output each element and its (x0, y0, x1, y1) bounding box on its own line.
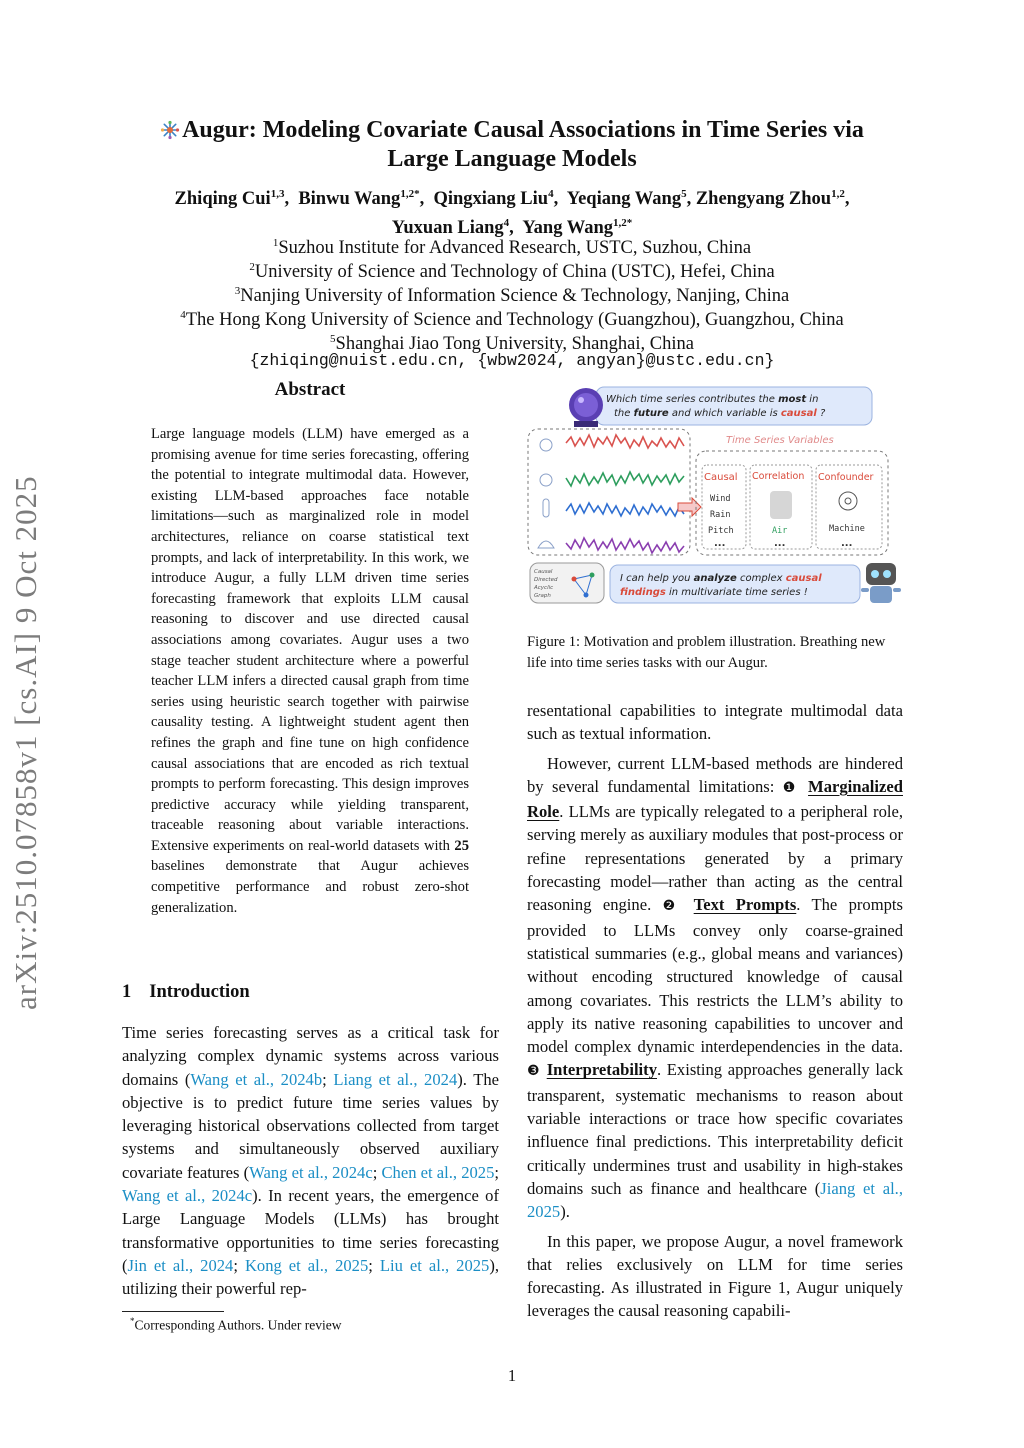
title-line-2: Large Language Models (387, 146, 637, 172)
svg-text:Which time series contributes: Which time series contributes the most in (606, 394, 819, 405)
svg-text:Rain: Rain (710, 510, 731, 520)
svg-text:Directed: Directed (534, 577, 558, 583)
paragraph: resentational capabilities to integrate multimodal data such as textual information. (527, 701, 903, 744)
right-column-text (527, 699, 903, 1323)
citation-link[interactable]: Wang et al., 2024c (249, 1162, 373, 1182)
series-line-purple (566, 538, 684, 553)
svg-text:Causal: Causal (534, 569, 553, 575)
svg-text:...: ... (714, 538, 726, 549)
abstract-body: Large language models (LLM) have emerged as a promising avenue for time series forecasting, offering the potential to integrate multimodal data. However, existing LLM-based approaches face notable limitations—such as marginalized role in model architectures, reliance on coarse statistical text prompts, and lack of interpretability. In this work, we introduce Augur, a fully LLM driven time series forecasting framework that exploits LLM causal reasoning to discover and use directed causal associations among covariates. Augur uses a two stage teacher student architecture where a powerful teacher LLM infers a directed causal graph from time series using heuristic search together with pairwise causality testing. A lightweight student agent then refines the graph and fine tune on high confidence causal associations that are encoded as rich textual prompts to perform forecasting. This design improves predictive accuracy while yielding transparent, traceable reasoning about variable interactions. Extensive experiments on real-world datasets with 25 baselines demonstrate that Augur achieves competitive performance and robust zero-shot generalization. (151, 426, 469, 916)
svg-text:findings in multivariate time: findings in multivariate time series ! (620, 587, 808, 598)
svg-text:Causal: Causal (704, 472, 738, 483)
paragraph: In this paper, we propose Augur, a novel framework that relies exclusively on LLM for time series forecasting. As illustrated in Figure 1, Augur uniquely leverages the causal reasoning capabili- (527, 1231, 903, 1321)
svg-text:Machine: Machine (829, 524, 865, 534)
footnote: *Corresponding Authors. Under review (130, 1316, 342, 1333)
affiliation: $^3$Nanjing University of Information Science & Technology, Nanjing, China (234, 285, 790, 307)
svg-text:I can help you analyze complex: I can help you analyze complex causal (620, 573, 822, 584)
author: Yuxuan Liang$^4$, (391, 217, 514, 239)
section-heading: 1 Introduction (122, 982, 250, 1002)
author-emails: {zhiqing@nuist.edu.cn, {wbw2024, angyan}@ustc.edu.cn} (249, 351, 775, 370)
page-number: 1 (507, 1366, 517, 1385)
citation-link[interactable]: Wang et al., 2024c (122, 1186, 253, 1206)
svg-text:the future and which variable: the future and which variable is causal ? (614, 408, 826, 419)
series-line-red (566, 435, 684, 448)
affiliation: $^2$University of Science and Technology of China (USTC), Hefei, China (249, 261, 775, 283)
abstract-heading: Abstract (274, 379, 346, 400)
svg-text:Wind: Wind (710, 494, 731, 504)
citation-link[interactable]: Kong et al., 2025 (244, 1255, 369, 1275)
affiliation: $^4$The Hong Kong University of Science and Technology (Guangzhou), Guangzhou, China (180, 309, 844, 331)
arrow-icon (678, 498, 701, 516)
air-icon (770, 491, 792, 519)
question-bubble (569, 387, 872, 427)
author: Qingxiang Liu$^4$, (433, 188, 559, 210)
affiliation: $^5$Shanghai Jiao Tong University, Shanghai, China (330, 333, 694, 355)
svg-text:Pitch: Pitch (708, 526, 734, 536)
augur-logo-icon (160, 120, 180, 140)
gear-icon (839, 492, 857, 510)
svg-text:Acyclic: Acyclic (534, 585, 554, 591)
citation-link[interactable]: Wang et al., 2024b (190, 1069, 323, 1089)
svg-text:...: ... (774, 538, 786, 549)
affiliation: $^1$Suzhou Institute for Advanced Research, USTC, Suzhou, China (272, 237, 752, 259)
robot-icon (861, 563, 901, 603)
citation-link[interactable]: Jin et al., 2024 (127, 1255, 234, 1275)
citation-link[interactable]: Liu et al., 2025 (379, 1255, 490, 1275)
paper-title (120, 116, 904, 174)
limitations-paragraph: However, current LLM-based methods are hindered by several fundamental limitations: ❶ Marginalized Role. LLMs are typically relegated to a peripheral role, serving merely as auxiliary modules that post-process or refine representations generated by a primary forecasting model—rather than acting as the central reasoning engine. ❷ Text Prompts. The prompts provided to LLMs convey only coarse-grained statistical summaries (e.g., global means and variances) without encoding structured knowledge of causal among covariates. This restricts the LLM’s ability to apply its native reasoning capabilities to uncover and model complex dynamic interdependencies in the data. ❸ Interpretability. Existing approaches generally lack transparent, systematic mechanisms to reason about variable interactions or trace how specific covariates influence final predictions. This interpretability deficit critically undermines trust and usability in high-stakes domains such as finance and healthcare (Jiang et al., 2025). (527, 753, 903, 1222)
title-line-1: Augur: Modeling Covariate Causal Associations in Time Series via (182, 117, 864, 143)
author: Yeqiang Wang$^5$, (566, 188, 692, 210)
citation-link[interactable]: Chen et al., 2025 (381, 1162, 495, 1182)
weather-icon (538, 439, 554, 548)
series-line-green (566, 472, 684, 486)
author: Zhiqing Cui$^{1,3}$, (174, 188, 290, 210)
causal-graph-icon (530, 563, 604, 603)
svg-text:Air: Air (772, 526, 788, 536)
svg-text:Correlation: Correlation (752, 471, 805, 482)
series-line-blue (566, 503, 684, 516)
author: Zhengyang Zhou$^{1,2}$, (695, 188, 850, 210)
svg-text:...: ... (841, 538, 853, 549)
author: Yang Wang$^{1,2*}$ (522, 217, 633, 239)
arxiv-stamp: arXiv:2510.07858v1 [cs.AI] 9 Oct 2025 (8, 475, 43, 1010)
svg-text:Graph: Graph (534, 593, 551, 599)
footnote-rule (122, 1311, 224, 1312)
citation-link[interactable]: Liang et al., 2024 (333, 1069, 458, 1089)
figure-1 (526, 383, 906, 608)
figure-caption: Figure 1: Motivation and problem illustration. Breathing new life into time series tasks with our Augur. (527, 634, 886, 671)
svg-text:Confounder: Confounder (818, 472, 874, 483)
intro-paragraph: Time series forecasting serves as a critical task for analyzing complex dynamic systems across various domains (Wang et al., 2024b; Liang et al., 2024). The objective is to predict future time series values by leveraging historical observations collected from target systems and simultaneously observed auxiliary covariate features (Wang et al., 2024c; Chen et al., 2025; Wang et al., 2024c). In recent years, the emergence of Large Language Models (LLMs) has brought transformative opportunities to time series forecasting (Jin et al., 2024; Kong et al., 2025; Liu et al., 2025), utilizing their powerful rep- (122, 1023, 500, 1299)
citation-link[interactable]: Jiang et al., 2025 (527, 1178, 903, 1222)
variables-title: Time Series Variables (726, 435, 834, 446)
author: Binwu Wang$^{1,2*}$, (298, 188, 425, 210)
